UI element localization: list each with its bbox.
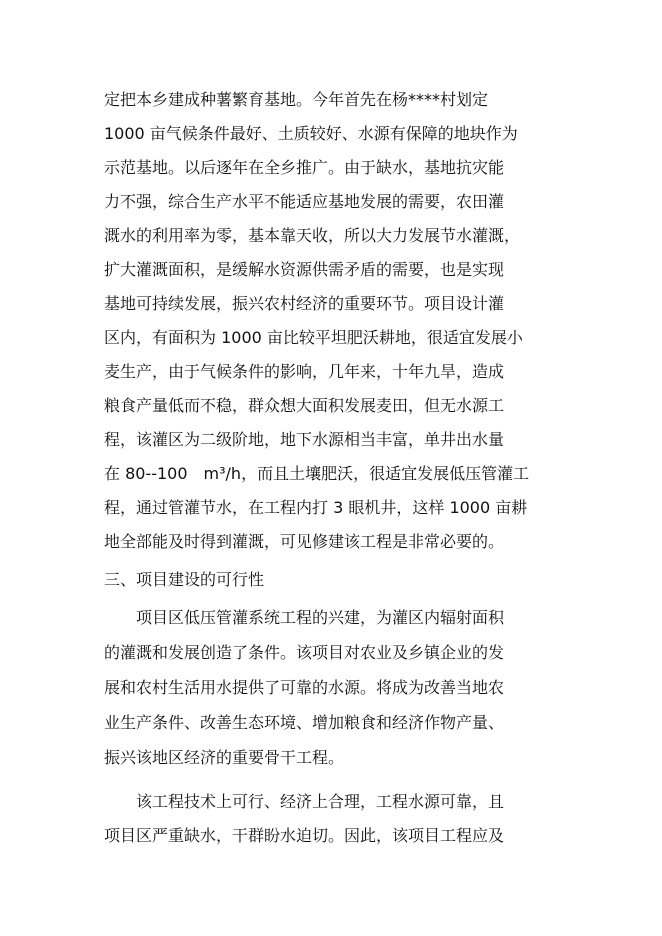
text-line: 粮食产量低而不稳，群众想大面积发展麦田，但无水源工 (104, 396, 505, 415)
text-line: 在 80--100 m³/h，而且土壤肥沃，很适宜发展低压管灌工 (104, 464, 530, 483)
text-line: 示范基地。以后逐年在全乡推广。由于缺水，基地抗灾能 (104, 158, 505, 177)
text-line: 扩大灌溉面积，是缓解水资源供需矛盾的需要，也是实现 (104, 260, 505, 279)
text-line: 力不强，综合生产水平不能适应基地发展的需要，农田灌 (104, 192, 505, 211)
text-line: 溉水的利用率为零，基本靠天收，所以大力发展节水灌溉， (104, 226, 521, 245)
text-line: 展和农村生活用水提供了可靠的水源。将成为改善当地农 (104, 678, 505, 697)
text-line: 项目区低压管灌系统工程的兴建，为灌区内辐射面积 (136, 608, 505, 627)
text-line: 的灌溉和发展创造了条件。该项目对农业及乡镇企业的发 (104, 643, 505, 662)
text-line: 程，该灌区为二级阶地，地下水源相当丰富，单井出水量 (104, 430, 505, 449)
text-line: 区内，有面积为 1000 亩比较平坦肥沃耕地，很适宜发展小 (104, 328, 523, 347)
text-line: 项目区严重缺水，干群盼水迫切。因此，该项目工程应及 (104, 826, 505, 845)
text-line: 业生产条件、改善生态环境、增加粮食和经济作物产量、 (104, 713, 505, 732)
text-line: 基地可持续发展，振兴农村经济的重要环节。项目设计灌 (104, 294, 505, 313)
section-heading: 三、项目建设的可行性 (104, 570, 265, 589)
text-line: 地全部能及时得到灌溉，可见修建该工程是非常必要的。 (104, 532, 505, 551)
text-line: 程，通过管灌节水，在工程内打 3 眼机井，这样 1000 亩耕 (104, 498, 528, 517)
text-line: 该工程技术上可行、经济上合理，工程水源可靠，且 (136, 792, 505, 811)
text-line: 定把本乡建成种薯繁育基地。今年首先在杨****村划定 (104, 90, 489, 109)
text-line: 麦生产，由于气候条件的影响，几年来，十年九旱，造成 (104, 362, 505, 381)
text-line: 1000 亩气候条件最好、土质较好、水源有保障的地块作为 (104, 124, 518, 143)
text-line: 振兴该地区经济的重要骨干工程。 (104, 748, 345, 767)
